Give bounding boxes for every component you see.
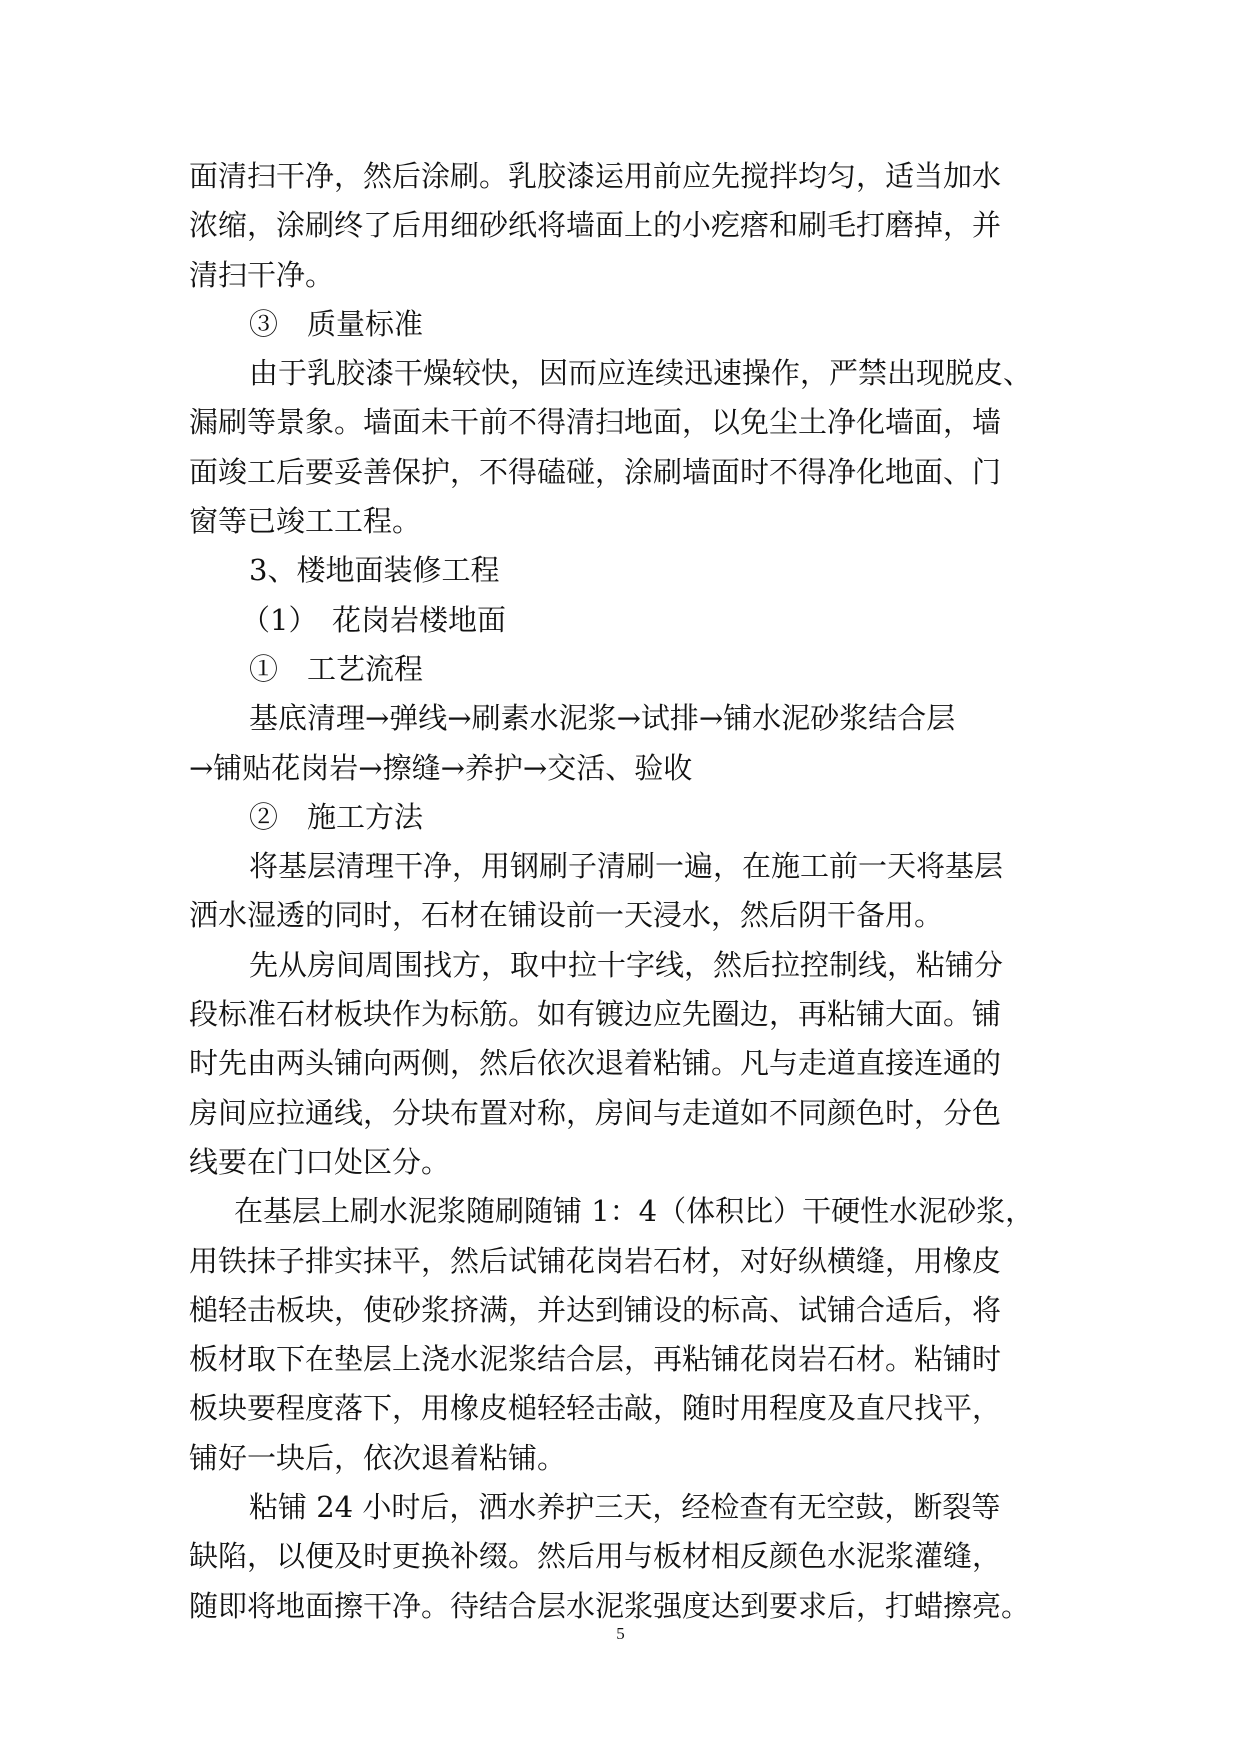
text-line: 房间应拉通线，分块布置对称，房间与走道如不同颜色时，分色: [189, 1095, 1002, 1130]
text-line: 在基层上刷水泥浆随刷随铺 1：4（体积比）干硬性水泥砂浆，: [234, 1194, 1035, 1229]
page-number: 5: [616, 1624, 625, 1643]
text-line: 板材取下在垫层上浇水泥浆结合层，再粘铺花岗岩石材。粘铺时: [189, 1342, 1002, 1377]
text-line: 先从房间周围找方，取中拉十字线，然后拉控制线，粘铺分: [249, 947, 1004, 982]
section-heading: ② 施工方法: [249, 799, 424, 834]
text-line: 板块要程度落下，用橡皮槌轻轻击敲，随时用程度及直尺找平，: [189, 1391, 1002, 1426]
text-line: 随即将地面擦干净。待结合层水泥浆强度达到要求后，打蜡擦亮。: [189, 1588, 1031, 1623]
text-line: 槌轻击板块，使砂浆挤满，并达到铺设的标高、试铺合适后，将: [189, 1292, 1002, 1327]
text-line: 浓缩，涂刷终了后用细砂纸将墙面上的小疙瘩和刷毛打磨掉，并: [189, 208, 1002, 243]
text-line: 面清扫干净，然后涂刷。乳胶漆运用前应先搅拌均匀，适当加水: [189, 159, 1002, 193]
section-heading: 3、楼地面装修工程: [249, 553, 500, 588]
text-line: 由于乳胶漆干燥较快，因而应连续迅速操作，严禁出现脱皮、: [249, 356, 1033, 391]
text-line: 缺陷，以便及时更换补缀。然后用与板材相反颜色水泥浆灌缝，: [189, 1539, 1002, 1574]
text-line: 时先由两头铺向两侧，然后依次退着粘铺。凡与走道直接连通的: [189, 1046, 1002, 1081]
text-line: 粘铺 24 小时后，洒水养护三天，经检查有无空鼓，断裂等: [249, 1490, 1001, 1525]
text-line: 基底清理→弹线→刷素水泥浆→试排→铺水泥砂浆结合层: [249, 701, 956, 736]
body-text: [189, 152, 1055, 1631]
text-line: 线要在门口处区分。: [189, 1144, 451, 1179]
section-heading: （1） 花岗岩楼地面: [241, 602, 506, 637]
section-heading: ① 工艺流程: [249, 651, 424, 686]
text-line: 洒水湿透的同时，石材在铺设前一天浸水，然后阴干备用。: [189, 898, 944, 933]
section-heading: ③ 质量标准: [249, 306, 424, 341]
text-line: 用铁抹子排实抹平，然后试铺花岗岩石材，对好纵横缝，用橡皮: [189, 1243, 1002, 1278]
text-line: 窗等已竣工工程。: [189, 504, 422, 539]
text-line: 清扫干净。: [189, 257, 335, 292]
text-line: 段标准石材板块作为标筋。如有镀边应先圈边，再粘铺大面。铺: [189, 997, 1002, 1032]
text-line: 将基层清理干净，用钢刷子清刷一遍，在施工前一天将基层: [249, 849, 1004, 884]
text-line: 漏刷等景象。墙面未干前不得清扫地面，以免尘土净化墙面，墙: [189, 405, 1002, 440]
text-line: 铺好一块后，依次退着粘铺。: [189, 1440, 567, 1475]
text-line: 面竣工后要妥善保护，不得磕碰，涂刷墙面时不得净化地面、门: [189, 454, 1002, 489]
text-line: →铺贴花岗岩→擦缝→养护→交活、验收: [189, 750, 693, 785]
